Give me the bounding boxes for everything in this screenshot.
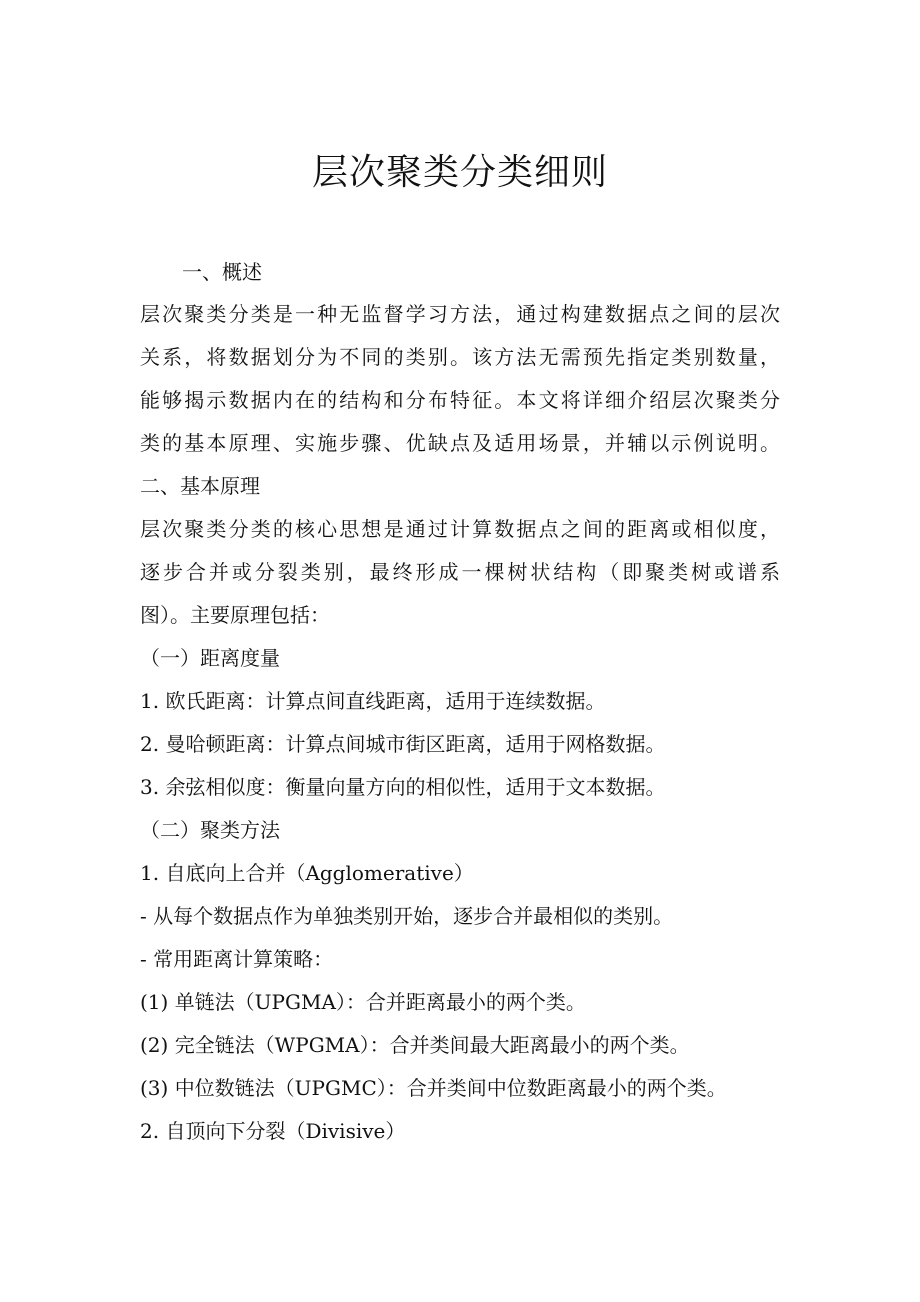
- list-item: 2. 曼哈顿距离：计算点间城市街区距离，适用于网格数据。: [140, 732, 666, 756]
- section-heading-overview: 一、概述: [182, 260, 262, 284]
- list-item: - 常用距离计算策略：: [140, 947, 334, 971]
- paragraph-line: 逐步合并或分裂类别，最终形成一棵树状结构（即聚类树或谱系: [140, 560, 780, 584]
- list-item: (3) 中位数链法（UPGMC）：合并类间中位数距离最小的两个类。: [140, 1076, 727, 1100]
- list-item: - 从每个数据点作为单独类别开始，逐步合并最相似的类别。: [140, 904, 674, 928]
- subsection-heading-distance: （一）距离度量: [140, 646, 280, 670]
- list-item: (1) 单链法（UPGMA）：合并距离最小的两个类。: [140, 990, 586, 1014]
- list-item: 3. 余弦相似度：衡量向量方向的相似性，适用于文本数据。: [140, 775, 666, 799]
- list-item: 1. 自底向上合并（Agglomerative）: [140, 861, 474, 885]
- list-item: (2) 完全链法（WPGMA）：合并类间最大距离最小的两个类。: [140, 1033, 690, 1057]
- paragraph-line: 层次聚类分类是一种无监督学习方法，通过构建数据点之间的层次: [140, 302, 780, 326]
- list-item: 2. 自顶向下分裂（Divisive）: [140, 1119, 406, 1143]
- paragraph-line: 图）。主要原理包括：: [140, 603, 330, 627]
- list-item: 1. 欧氏距离：计算点间直线距离，适用于连续数据。: [140, 689, 606, 713]
- section-heading-principles: 二、基本原理: [140, 474, 260, 498]
- paragraph-line: 关系，将数据划分为不同的类别。该方法无需预先指定类别数量，: [140, 345, 780, 369]
- paragraph-line: 类的基本原理、实施步骤、优缺点及适用场景，并辅以示例说明。: [140, 431, 780, 455]
- paragraph-line: 层次聚类分类的核心思想是通过计算数据点之间的距离或相似度，: [140, 517, 780, 541]
- paragraph-line: 能够揭示数据内在的结构和分布特征。本文将详细介绍层次聚类分: [140, 388, 780, 412]
- document-title: 层次聚类分类细则: [311, 152, 608, 193]
- subsection-heading-methods: （二）聚类方法: [140, 818, 280, 842]
